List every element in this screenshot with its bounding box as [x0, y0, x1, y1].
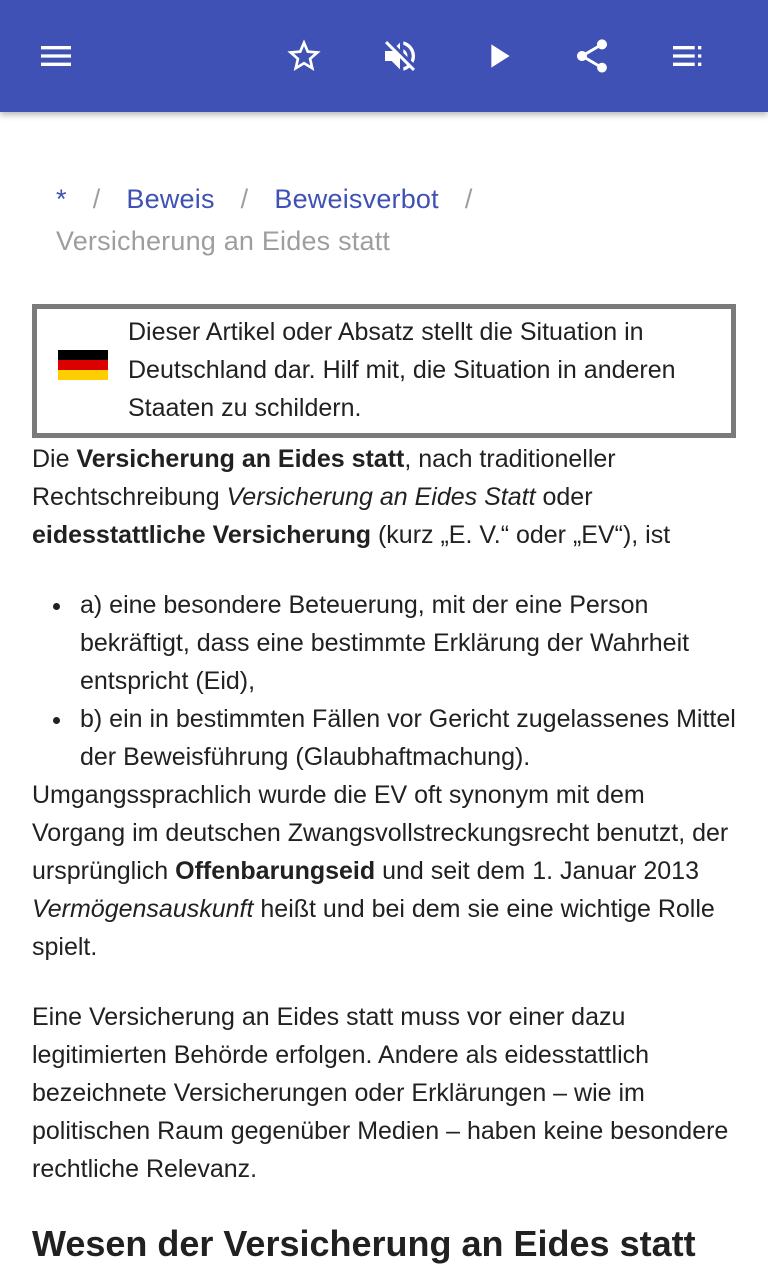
bookmark-button[interactable]	[276, 28, 332, 84]
breadcrumb-separator: /	[240, 184, 249, 214]
breadcrumb-beweis-link[interactable]: Beweis	[126, 184, 215, 214]
breadcrumb-root-link[interactable]: *	[56, 184, 67, 214]
menu-button[interactable]	[28, 28, 84, 84]
term-italic: Vermögensauskunft	[32, 895, 254, 923]
definition-list	[32, 586, 736, 776]
text: Die	[32, 445, 77, 473]
term-italic: Versicherung an Eides Statt	[226, 483, 536, 511]
breadcrumb-separator: /	[92, 184, 101, 214]
text: (kurz „E. V.“ oder „EV“), ist	[371, 521, 671, 549]
notice-text: Dieser Artikel oder Absatz stellt die Situation in Deutschland dar. Hilf mit, die Situation in anderen Staaten zu schildern.	[128, 318, 676, 422]
flag-stripe-gold	[58, 370, 108, 380]
breadcrumb-separator: /	[464, 184, 473, 214]
intro-paragraph	[32, 440, 736, 554]
flag-stripe-black	[58, 350, 108, 360]
star-icon	[284, 36, 324, 76]
text: und seit dem 1. Januar 2013	[375, 857, 699, 885]
menu-icon	[36, 36, 76, 76]
colloquial-paragraph	[32, 776, 736, 966]
flag-stripe-red	[58, 360, 108, 370]
term-bold: Offenbarungseid	[175, 857, 376, 885]
play-icon	[478, 36, 518, 76]
term-bold: Versicherung an Eides statt	[76, 445, 405, 473]
mute-button[interactable]	[372, 28, 428, 84]
play-button[interactable]	[470, 28, 526, 84]
spacer	[32, 966, 736, 998]
text: , nach traditioneller Rechtschreibung	[32, 445, 616, 511]
breadcrumb-beweisverbot-link[interactable]: Beweisverbot	[274, 184, 439, 214]
share-icon	[572, 36, 612, 76]
volume-off-icon	[380, 36, 420, 76]
breadcrumb-current: Versicherung an Eides statt	[56, 226, 391, 256]
authority-paragraph: Eine Versicherung an Eides statt muss vor einer dazu legitimierten Behörde erfolgen. Andere als eidesstattlich bezeichnete Versicherungen oder Erklärungen – wie im politischen Raum gegenüber Medien – haben keine besondere rechtliche Relevanz.	[32, 1003, 729, 1183]
term-bold: eidesstattliche Versicherung	[32, 521, 372, 549]
share-button[interactable]	[564, 28, 620, 84]
text: oder	[535, 483, 593, 511]
app-bar	[0, 0, 768, 112]
text: heißt und bei dem sie eine wichtige Rolle spielt.	[32, 895, 715, 961]
table-of-contents-button[interactable]	[660, 28, 716, 84]
germany-notice-box	[32, 304, 736, 438]
playlist-icon	[668, 36, 708, 76]
section-heading: Wesen der Versicherung an Eides statt	[32, 1223, 696, 1264]
text: Umgangssprachlich wurde die EV oft synonym mit dem Vorgang im deutschen Zwangsvollstreckungsrecht benutzt, der ursprünglich	[32, 781, 729, 885]
list-item: b) ein in bestimmten Fällen vor Gericht zugelassenes Mittel der Beweisführung (Glaubhaftmachung).	[32, 700, 736, 776]
article-body	[32, 440, 736, 1188]
germany-flag-icon	[58, 350, 108, 380]
list-item: a) eine besondere Beteuerung, mit der eine Person bekräftigt, dass eine bestimmte Erklärung der Wahrheit entspricht (Eid),	[32, 586, 736, 700]
breadcrumb	[56, 178, 716, 262]
